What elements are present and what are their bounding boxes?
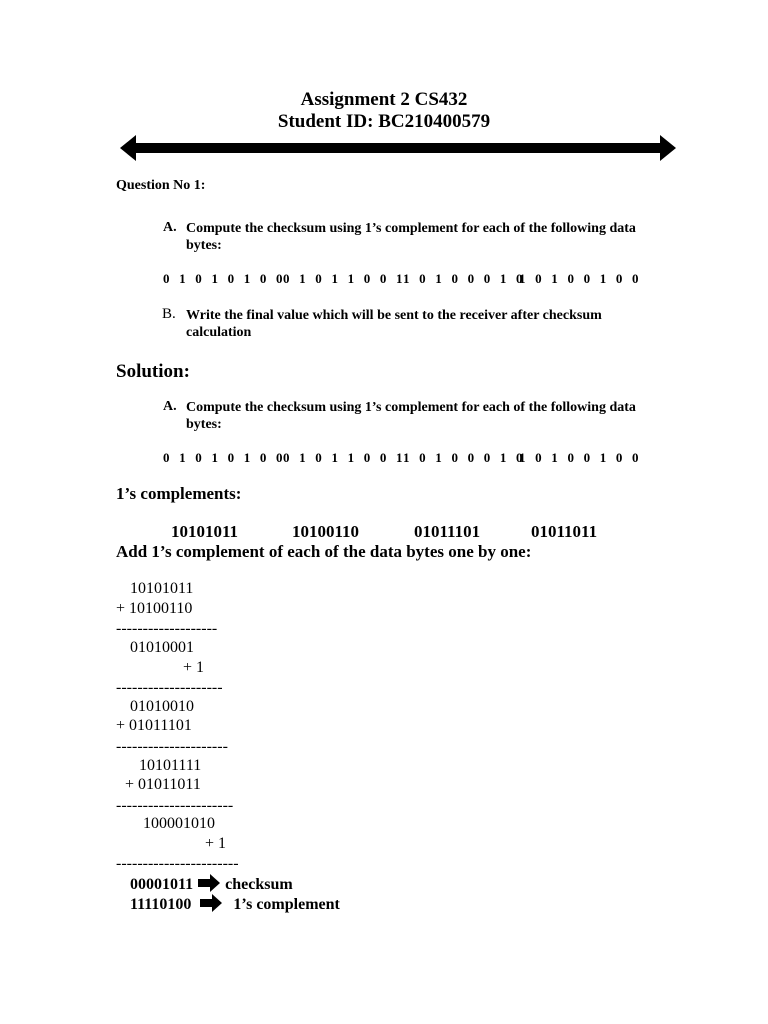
solution-heading: Solution:: [116, 361, 190, 382]
complements-heading: 1’s complements:: [116, 484, 242, 503]
checksum-value: 00001011: [130, 876, 194, 893]
complement-value-3: 01011101: [414, 522, 481, 541]
calc-separator: -----------------------: [116, 855, 239, 872]
calc-line: + 1: [205, 835, 227, 852]
question-byte-4: 1 0 1 0 0 1 0 0: [519, 271, 642, 286]
student-id: Student ID: BC210400579: [277, 111, 491, 132]
solution-byte-4: 1 0 1 0 0 1 0 0: [519, 450, 642, 465]
calc-line: 10101111: [139, 757, 202, 774]
calc-line: + 01011011: [125, 776, 201, 793]
question-item-b-letter: B.: [162, 306, 176, 322]
question-byte-1: 0 1 0 1 0 1 0 0: [163, 271, 286, 286]
solution-byte-3: 1 0 1 0 0 0 1 0: [403, 450, 526, 465]
right-arrow-icon: [199, 894, 223, 912]
calc-line: + 1: [183, 659, 205, 676]
question-item-b-text: Write the final value which will be sent to the receiver after checksum calculation: [186, 308, 602, 340]
complement-value-1: 10101011: [171, 522, 239, 541]
right-arrow-icon: [197, 874, 221, 892]
complement-result-label: 1’s complement: [233, 896, 340, 913]
solution-byte-2: 0 1 0 1 1 0 0 1: [283, 450, 406, 465]
calc-line: 10101011: [130, 580, 194, 597]
question-item-a-letter: A.: [163, 220, 177, 235]
calc-separator: -------------------: [116, 620, 218, 637]
question-byte-3: 1 0 1 0 0 0 1 0: [403, 271, 526, 286]
calc-separator: ----------------------: [116, 797, 234, 814]
solution-item-a-text: Compute the checksum using 1’s complement for each of the following data bytes:: [186, 400, 636, 432]
complement-result-value: 11110100: [130, 896, 192, 913]
solution-item-a-letter: A.: [163, 399, 177, 414]
calc-separator: ---------------------: [116, 738, 228, 755]
calc-line: 01010010: [130, 698, 194, 715]
complement-value-4: 01011011: [531, 522, 598, 541]
add-heading: Add 1’s complement of each of the data bytes one by one:: [116, 542, 532, 561]
calc-separator: --------------------: [116, 679, 223, 696]
calc-line: 01010001: [130, 639, 194, 656]
checksum-label: checksum: [225, 876, 293, 893]
page-title: Assignment 2 CS432: [300, 89, 468, 110]
checksum-result-row: [130, 874, 293, 894]
question-label: Question No 1:: [116, 178, 206, 193]
calc-line: + 01011101: [116, 717, 192, 734]
solution-byte-1: 0 1 0 1 0 1 0 0: [163, 450, 286, 465]
question-byte-2: 0 1 0 1 1 0 0 1: [283, 271, 406, 286]
complement-value-2: 10100110: [292, 522, 360, 541]
double-arrow-divider: [120, 133, 676, 163]
calc-line: + 10100110: [116, 600, 193, 617]
calc-line: 100001010: [143, 815, 215, 832]
question-item-a-text: Compute the checksum using 1’s complement for each of the following data bytes:: [186, 221, 636, 253]
complement-result-row: [130, 894, 340, 914]
